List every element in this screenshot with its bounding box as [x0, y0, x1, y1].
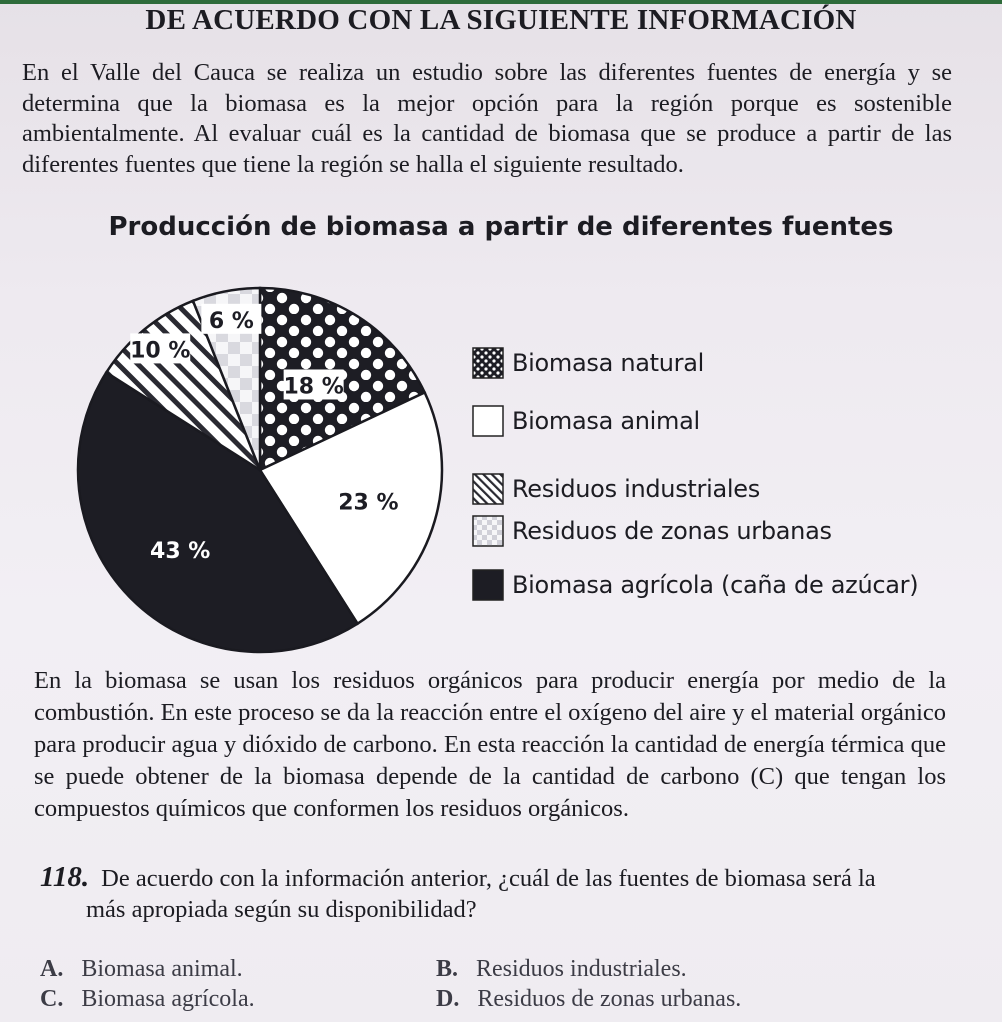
- legend-item-residuos-industriales: [472, 472, 952, 506]
- legend-item-residuos-zonas-urbanas: [472, 514, 952, 548]
- legend-item-biomasa-animal: [472, 404, 952, 438]
- slice-value-label: 23 %: [338, 490, 399, 516]
- intro-paragraph: En el Valle del Cauca se realiza un estudio sobre las diferentes fuentes de energía y se determina que la biomasa es la mejor opción para la región porque es sostenible ambientalmente. Al evaluar cuál es la cantidad de biomasa que se produce a partir de las diferentes fuentes que tiene la región se halla el siguiente resultado.: [22, 59, 952, 178]
- legend-label: Residuos industriales: [512, 475, 760, 503]
- legend-swatch-white: [472, 405, 504, 437]
- legend-swatch-checker: [472, 515, 504, 547]
- option-text: Residuos industriales.: [476, 956, 687, 982]
- option-a[interactable]: [40, 956, 243, 983]
- legend-swatch-dots: [472, 347, 504, 379]
- question-text-line1: De acuerdo con la información anterior, ¿cuál de las fuentes de biomasa será la: [101, 865, 876, 892]
- question-text-line2: más apropiada según su disponibilidad?: [86, 896, 477, 923]
- option-b[interactable]: [436, 956, 687, 983]
- option-letter: B.: [436, 956, 459, 982]
- slice-value-label: 6 %: [208, 308, 254, 334]
- option-text: Biomasa animal.: [81, 956, 243, 982]
- slice-value-label: 10 %: [130, 338, 191, 364]
- option-c[interactable]: [40, 986, 255, 1013]
- slice-value-label: 18 %: [283, 374, 344, 400]
- legend-label: Biomasa animal: [512, 407, 700, 435]
- slice-value-label: 43 %: [150, 538, 211, 564]
- legend-swatch-hatch: [472, 473, 504, 505]
- question-118: [40, 862, 960, 925]
- option-text: Biomasa agrícola.: [81, 986, 255, 1012]
- body-paragraph: En la biomasa se usan los residuos orgánicos para producir energía por medio de la combustión. En este proceso se da la reacción entre el oxígeno del aire y el material orgánico para producir agua y dióxido de carbono. En esta reacción la cantidad de energía térmica que se puede obtener de la biomasa depende de la cantidad de carbono (C) que tengan los compuestos químicos que conformen los residuos orgánicos.: [34, 667, 946, 822]
- option-text: Residuos de zonas urbanas.: [477, 986, 742, 1012]
- option-d[interactable]: [436, 986, 741, 1013]
- legend-label: Residuos de zonas urbanas: [512, 517, 832, 545]
- legend-item-biomasa-agricola: [472, 568, 952, 602]
- legend-item-biomasa-natural: [472, 346, 952, 380]
- section-header: DE ACUERDO CON LA SIGUIENTE INFORMACIÓN: [145, 4, 857, 36]
- legend-label: Biomasa agrícola (caña de azúcar): [512, 571, 919, 599]
- legend-label: Biomasa natural: [512, 349, 705, 377]
- chart-title: Producción de biomasa a partir de diferentes fuentes: [108, 212, 894, 242]
- question-number: 118.: [40, 861, 90, 893]
- option-letter: C.: [40, 986, 64, 1012]
- legend-swatch-solid: [472, 569, 504, 601]
- option-letter: A.: [40, 956, 64, 982]
- option-letter: D.: [436, 986, 460, 1012]
- pie-chart: [60, 270, 460, 670]
